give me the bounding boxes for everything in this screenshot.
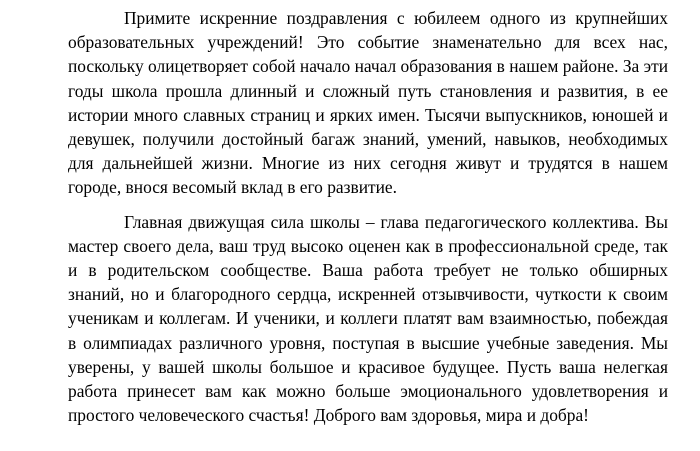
paragraph-school-head: Главная движущая сила школы – глава педагогического коллектива. Вы мастер своего дела, ваш труд высоко оценен как в профессиональной среде, так и в родительском сообществе. Ваша работа требует не только обширных знаний, но и благородного сердца, искренней отзывчивости, чуткости к своим ученикам и коллегам. И ученики, и коллеги платят вам взаимностью, побеждая в олимпиадах различного уровня, поступая в высшие учебные заведения. Мы уверены, у вашей школы большое и красивое будущее. Пусть ваша нелегкая работа принесет вам как можно больше эмоционального удовлетворения и простого человеческого счастья! Доброго вам здоровья, мира и добра! (68, 211, 668, 426)
document-page (68, 6, 668, 427)
paragraph-congratulations: Примите искренние поздравления с юбилеем одного из крупнейших образовательных учреждений! Это событие знаменательно для всех нас, поскольку олицетворяет собой начало начал образования в нашем районе. За эти годы школа прошла длинный и сложный путь становления и развития, в ее истории много славных страниц и ярких имен. Тысячи выпускников, юношей и девушек, получили достойный багаж знаний, умений, навыков, необходимых для дальнейшей жизни. Многие из них сегодня живут и трудятся в нашем городе, внося весомый вклад в его развитие. (68, 8, 668, 198)
